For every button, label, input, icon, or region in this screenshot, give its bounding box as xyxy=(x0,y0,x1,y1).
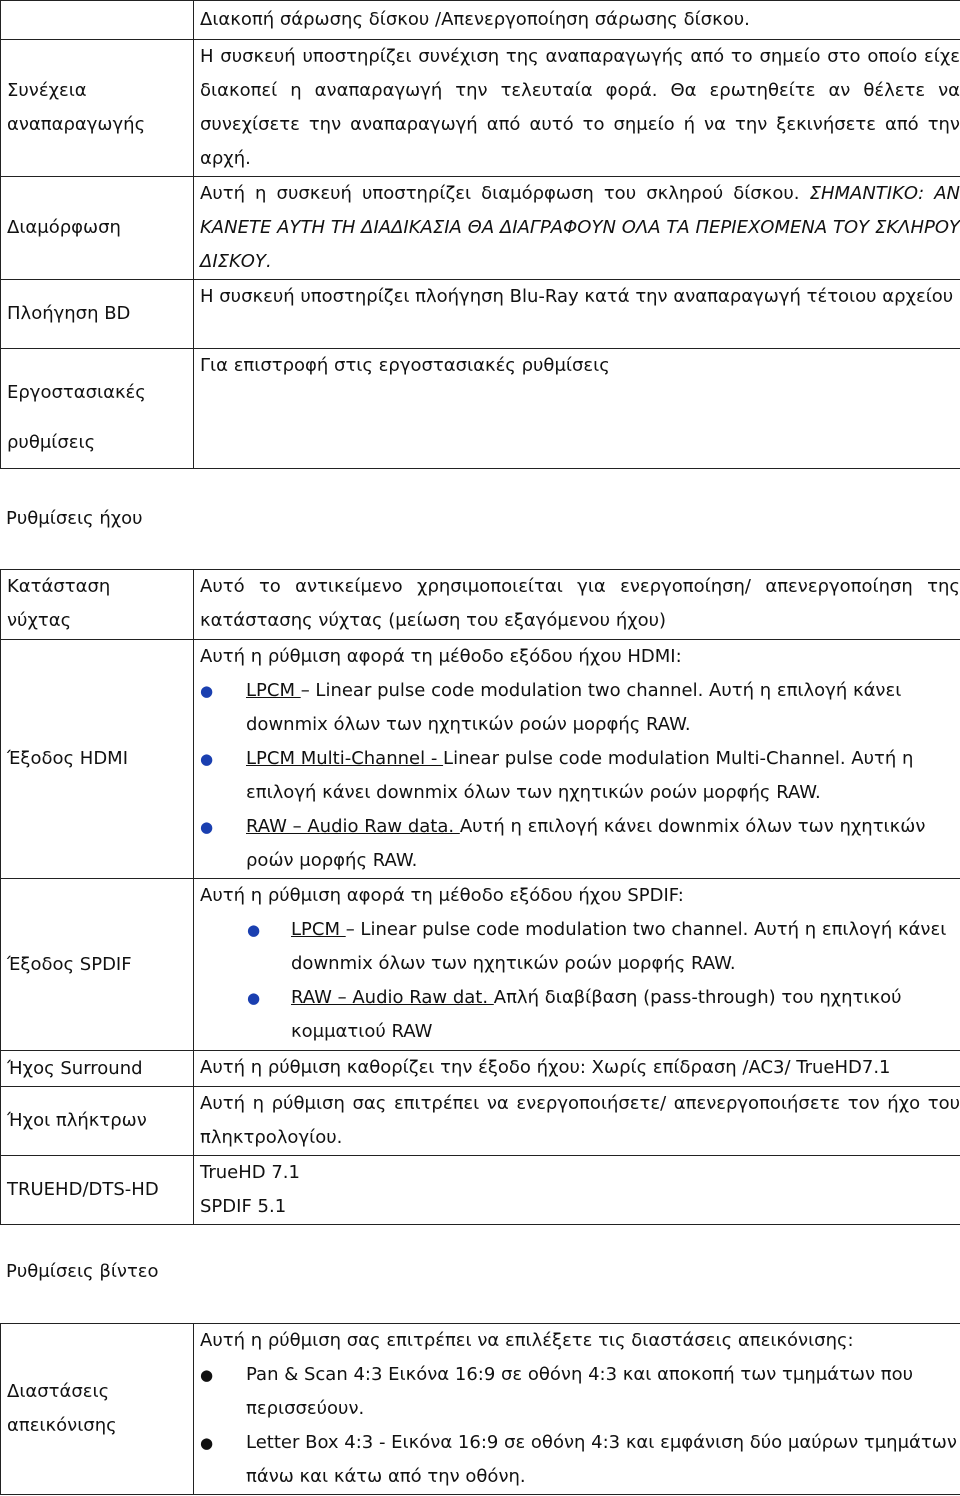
factory-reset-description: Για επιστροφή στις εργοστασιακές ρυθμίσεις xyxy=(194,349,960,469)
list-item: ● Letter Box 4:3 - Εικόνα 16:9 σε οθόνη 4:3 και εμφάνιση δύο μαύρων τμημάτων πάνω και κάτω από την οθόνη. xyxy=(200,1426,960,1494)
truehd-label: TRUEHD/DTS-HD xyxy=(1,1156,194,1225)
audio-settings-table xyxy=(0,569,960,1225)
bullet-icon: ● xyxy=(247,989,261,1007)
disc-scan-text: Διακοπή σάρωσης δίσκου /Απενεργοποίηση σάρωσης δίσκου. xyxy=(200,9,750,30)
surround-description: Αυτή η ρύθμιση καθορίζει την έξοδο ήχου: Χωρίς επίδραση /AC3/ TrueHD7.1 xyxy=(194,1051,960,1087)
audio-settings-heading: Ρυθμίσεις ήχου xyxy=(6,508,143,529)
key-sounds-label: Ήχοι πλήκτρων xyxy=(1,1087,194,1156)
display-intro: Αυτή η ρύθμιση σας επιτρέπει να επιλέξετε τις διαστάσεις απεικόνισης: xyxy=(200,1330,854,1351)
format-warning: ΣΗΜΑΝΤΙΚΟ: ΑΝ ΚΑΝΕΤΕ ΑΥΤΗ ΤΗ ΔΙΑΔΙΚΑΣΙΑ ΘΑ ΔΙΑΓΡΑΦΟΥΝ ΟΛΑ ΤΑ ΠΕΡΙΕΧΟΜΕΝΑ ΤΟΥ ΣΚΛΗΡΟΥ ΔΙΣΚΟΥ. xyxy=(200,183,960,272)
bullet-icon: ● xyxy=(200,1434,214,1452)
bd-navigation-description: Η συσκευή υποστηρίζει πλοήγηση Blu-Ray κατά την αναπαραγωγή τέτοιου αρχείου xyxy=(194,280,960,349)
display-aspect-description xyxy=(194,1324,960,1495)
format-label: Διαμόρφωση xyxy=(1,177,194,280)
surround-label: Ήχος Surround xyxy=(1,1051,194,1087)
resume-playback-label: Συνέχεια αναπαραγωγής xyxy=(1,40,194,177)
spdif-intro: Αυτή η ρύθμιση αφορά τη μέθοδο εξόδου ήχου SPDIF: xyxy=(200,885,684,906)
spdif-options-list xyxy=(200,913,960,1049)
list-item: ● LPCM Multi-Channel - Linear pulse code modulation Multi-Channel. Αυτή η επιλογή κάνει downmix όλων των ηχητικών ροών μορφής RAW. xyxy=(200,742,960,810)
list-item: ● Pan & Scan 4:3 Εικόνα 16:9 σε οθόνη 4:3 και αποκοπή των τμημάτων που περισσεύουν. xyxy=(200,1358,960,1426)
bullet-icon: ● xyxy=(200,682,214,700)
truehd-values: TrueHD 7.1 SPDIF 5.1 xyxy=(194,1156,960,1225)
empty-label-cell xyxy=(1,1,194,40)
format-description: Αυτή η συσκευή υποστηρίζει διαμόρφωση του σκληρού δίσκου. ΣΗΜΑΝΤΙΚΟ: ΑΝ ΚΑΝΕΤΕ ΑΥΤΗ ΤΗ ΔΙΑΔΙΚΑΣΙΑ ΘΑ ΔΙΑΓΡΑΦΟΥΝ ΟΛΑ ΤΑ ΠΕΡΙΕΧΟΜΕΝΑ ΤΟΥ ΣΚΛΗΡΟΥ ΔΙΣΚΟΥ. xyxy=(194,177,960,280)
hdmi-options-list xyxy=(200,674,960,878)
spdif-output-description xyxy=(194,879,960,1051)
disc-settings-table xyxy=(0,0,960,469)
video-settings-heading: Ρυθμίσεις βίντεο xyxy=(6,1261,159,1282)
spdif-output-label: Έξοδος SPDIF xyxy=(1,879,194,1051)
night-mode-description: Αυτό το αντικείμενο χρησιμοποιείται για ενεργοποίηση/ απενεργοποίηση της κατάστασης νύχτας (μείωση του εξαγόμενου ήχου) xyxy=(194,570,960,640)
list-item: ● LPCM – Linear pulse code modulation two channel. Αυτή η επιλογή κάνει downmix όλων των ηχητικών ροών μορφής RAW. xyxy=(200,913,960,981)
factory-reset-label: Εργοστασιακές ρυθμίσεις xyxy=(1,349,194,469)
key-sounds-description: Αυτή η ρύθμιση σας επιτρέπει να ενεργοποιήσετε/ απενεργοποιήσετε τον ήχο του πληκτρολογίου. xyxy=(194,1087,960,1156)
night-mode-label: Κατάσταση νύχτας xyxy=(1,570,194,640)
list-item: ● RAW – Audio Raw data. Αυτή η επιλογή κάνει downmix όλων των ηχητικών ροών μορφής RAW. xyxy=(200,810,960,878)
list-item: ● RAW – Audio Raw dat. Απλή διαβίβαση (pass-through) του ηχητικού κομματιού RAW xyxy=(200,981,960,1049)
bd-navigation-label: Πλοήγηση BD xyxy=(1,280,194,349)
resume-playback-description: Η συσκευή υποστηρίζει συνέχιση της αναπαραγωγής από το σημείο στο οποίο είχε διακοπεί η αναπαραγωγή την τελευταία φορά. Θα ερωτηθείτε αν θέλετε να συνεχίσετε την αναπαραγωγή από αυτό το σημείο ή να την ξεκινήσετε από την αρχή. xyxy=(194,40,960,177)
list-item: ● LPCM – Linear pulse code modulation two channel. Αυτή η επιλογή κάνει downmix όλων των ηχητικών ροών μορφής RAW. xyxy=(200,674,960,742)
display-options-list xyxy=(200,1358,960,1494)
display-aspect-label: Διαστάσεις απεικόνισης xyxy=(1,1324,194,1495)
bullet-icon: ● xyxy=(247,921,261,939)
hdmi-output-description xyxy=(194,640,960,879)
bullet-icon: ● xyxy=(200,750,214,768)
bullet-icon: ● xyxy=(200,1366,214,1384)
video-settings-table xyxy=(0,1323,960,1495)
hdmi-output-label: Έξοδος HDMI xyxy=(1,640,194,879)
hdmi-intro: Αυτή η ρύθμιση αφορά τη μέθοδο εξόδου ήχου HDMI: xyxy=(200,646,682,667)
bullet-icon: ● xyxy=(200,818,214,836)
